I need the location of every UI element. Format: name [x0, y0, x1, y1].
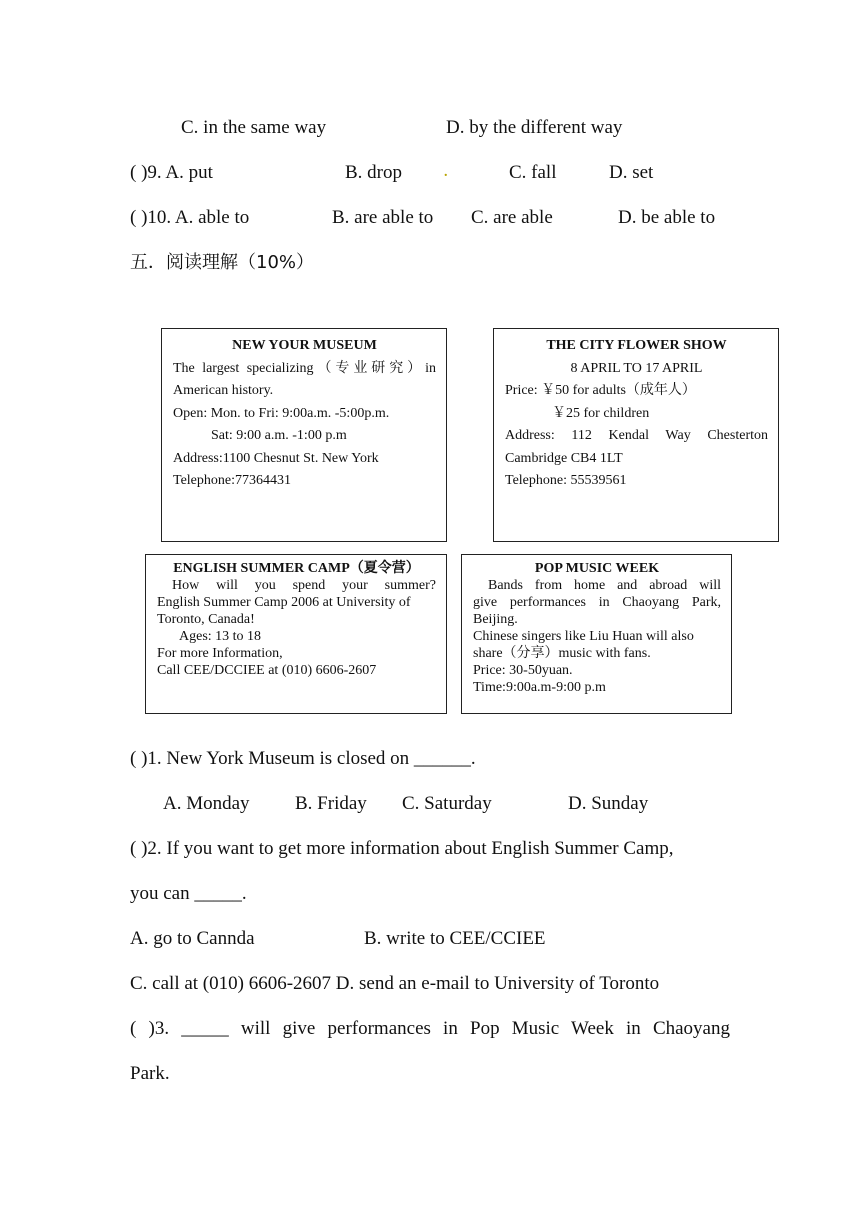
ad-museum-line: Address:1100 Chesnut St. New York — [173, 450, 379, 466]
q9-stem: ( )9. A. put — [130, 162, 213, 183]
q9-option-b: B. drop — [345, 162, 402, 183]
q9-option-c: C. fall — [509, 162, 557, 183]
q10-option-d: D. be able to — [618, 207, 716, 228]
r3-stem: ( )3. _____ will give performances in Pop Music Week in Chaoyang — [130, 1018, 730, 1039]
q8-option-c: C. in the same way — [181, 117, 327, 138]
ad-museum-line: The largest specializing（专业研究）in — [173, 360, 436, 376]
ad-museum-title: NEW YOUR MUSEUM — [232, 338, 377, 353]
r2-option-a: A. go to Cannda — [130, 928, 255, 949]
ad-museum — [161, 328, 447, 542]
r1-option-b: B. Friday — [295, 793, 367, 814]
r3-stem-cont: Park. — [130, 1063, 170, 1084]
ad-flower-line: Cambridge CB4 1LT — [505, 450, 623, 466]
r2-stem: ( )2. If you want to get more information about English Summer Camp, — [130, 838, 674, 859]
stray-dot: . — [444, 165, 448, 180]
ad-flower-line: Address: 112 Kendal Way Chesterton — [505, 428, 768, 443]
ad-music-line: Chinese singers like Liu Huan will also — [473, 629, 694, 644]
ad-camp-line: How will you spend your summer? — [172, 578, 436, 593]
q8-option-d: D. by the different way — [446, 117, 623, 138]
section-title: 五．阅读理解（10%） — [130, 252, 315, 273]
ad-camp-line: English Summer Camp 2006 at University of — [157, 595, 411, 610]
q9-option-d: D. set — [609, 162, 654, 183]
ad-music-line: Time:9:00a.m-9:00 p.m — [473, 680, 606, 695]
ad-music-title: POP MUSIC WEEK — [534, 561, 660, 576]
ad-flower-show — [493, 328, 779, 542]
r2-stem-cont: you can _____. — [130, 883, 247, 904]
ad-flower-title: THE CITY FLOWER SHOW — [546, 338, 727, 353]
r2-option-cd: C. call at (010) 6606-2607 D. send an e-mail to University of Toronto — [130, 973, 660, 994]
r1-option-d: D. Sunday — [568, 793, 649, 814]
ad-music-line: Price: 30-50yuan. — [473, 663, 573, 678]
ad-museum-line: Telephone:77364431 — [173, 473, 291, 488]
ad-camp-title: ENGLISH SUMMER CAMP（夏令营） — [173, 561, 420, 576]
r2-option-b: B. write to CEE/CCIEE — [364, 928, 546, 949]
r1-option-c: C. Saturday — [402, 793, 492, 814]
ad-music-line: Bands from home and abroad will — [488, 578, 721, 593]
ad-museum-line: American history. — [173, 383, 274, 398]
ad-flower-line: ￥25 for children — [552, 405, 650, 421]
ad-museum-line: Open: Mon. to Fri: 9:00a.m. -5:00p.m. — [173, 405, 390, 421]
ad-museum-line: Sat: 9:00 a.m. -1:00 p.m — [211, 428, 347, 443]
q10-stem: ( )10. A. able to — [130, 207, 250, 228]
ad-camp-line: Toronto, Canada! — [157, 612, 255, 627]
ad-camp-line: For more Information, — [157, 646, 283, 661]
ad-pop-music-week — [461, 554, 732, 714]
q10-option-b: B. are able to — [332, 207, 434, 228]
r1-option-a: A. Monday — [163, 793, 250, 814]
ad-flower-line: Telephone: 55539561 — [505, 473, 627, 488]
ad-camp-line: Ages: 13 to 18 — [179, 629, 262, 644]
ad-flower-line: Price: ￥50 for adults（成年人） — [505, 383, 696, 398]
ad-flower-line: 8 APRIL TO 17 APRIL — [570, 360, 703, 376]
ad-music-line: share（分享）music with fans. — [473, 646, 651, 661]
ad-music-line: Beijing. — [473, 612, 518, 627]
q10-option-c: C. are able — [471, 207, 553, 228]
ad-music-line: give performances in Chaoyang Park, — [473, 595, 721, 610]
r1-stem: ( )1. New York Museum is closed on ______. — [130, 748, 476, 769]
ad-summer-camp — [145, 554, 447, 714]
ad-camp-line: Call CEE/DCCIEE at (010) 6606-2607 — [157, 663, 377, 678]
